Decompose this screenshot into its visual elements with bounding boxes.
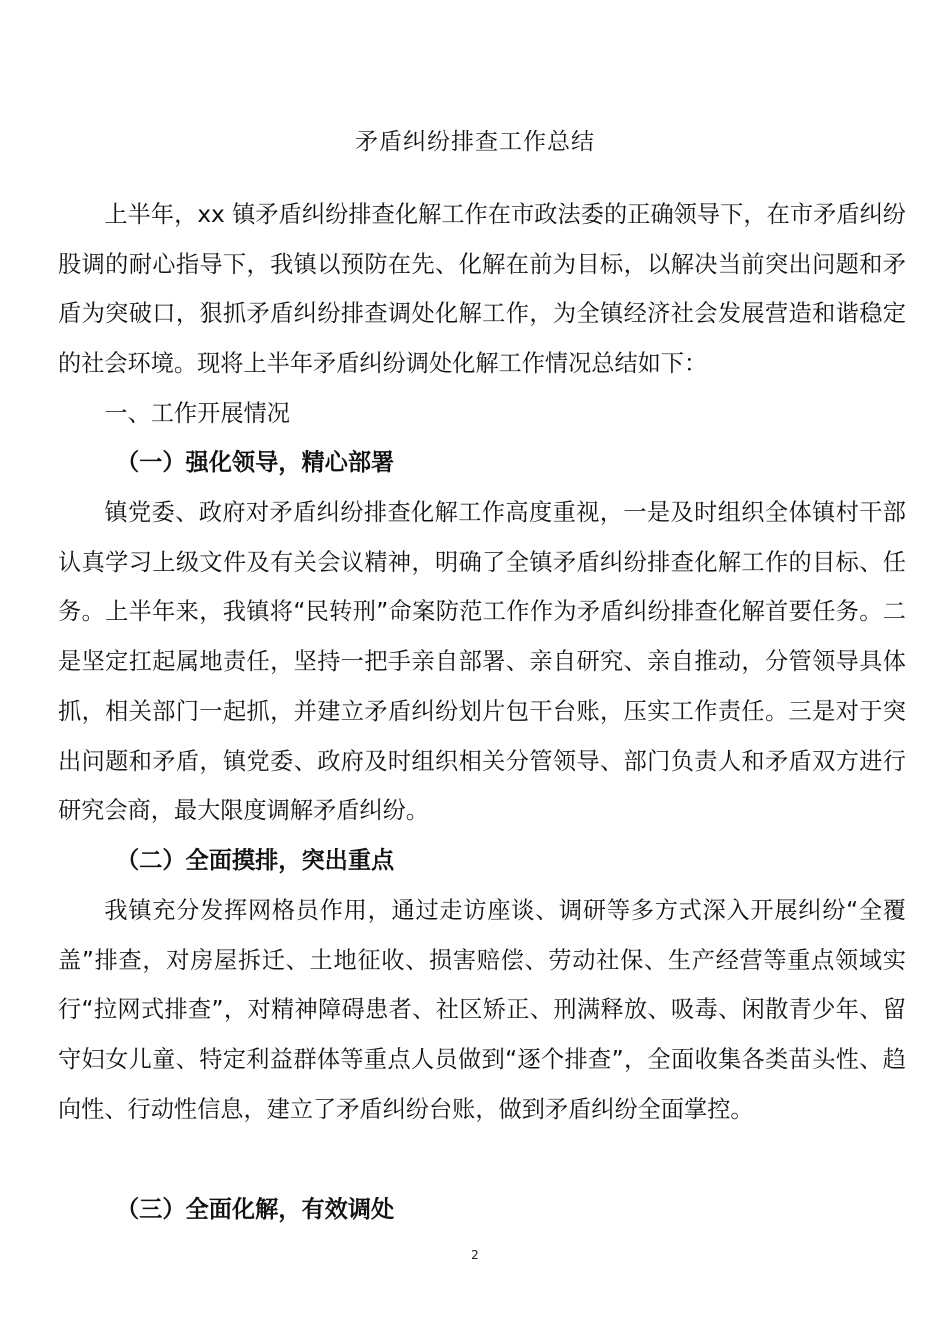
leadership-paragraph: 镇党委、政府对矛盾纠纷排查化解工作高度重视，一是及时组织全体镇村干部认真学习上级文件及有关会议精神，明确了全镇矛盾纠纷排查化解工作的目标、任务。上半年来，我镇将“民转刑”命案防范工作作为矛盾纠纷排查化解首要任务。二是坚定扛起属地责任，坚持一把手亲自部署、亲自研究、亲自推动，分管领导具体抓，相关部门一起抓，并建立矛盾纠纷划片包干台账，压实工作责任。三是对于突出问题和矛盾，镇党委、政府及时组织相关分管领导、部门负责人和矛盾双方进行研究会商，最大限度调解矛盾纠纷。 (58, 499, 906, 825)
section-heading-work-status: 一、工作开展情况 (104, 400, 290, 427)
subheading-resolution: （三）全面化解，有效调处 (116, 1196, 395, 1223)
document-title: 矛盾纠纷排查工作总结 (355, 129, 595, 155)
subheading-leadership: （一）强化领导，精心部署 (116, 449, 395, 476)
subheading-investigation: （二）全面摸排，突出重点 (116, 847, 395, 874)
page-number: 2 (471, 1248, 479, 1262)
investigation-paragraph: 我镇充分发挥网格员作用，通过走访座谈、调研等多方式深入开展纠纷“全覆盖”排查，对房屋拆迁、土地征收、损害赔偿、劳动社保、生产经营等重点领域实行“拉网式排查”，对精神障碍患者、社区矫正、刑满释放、吸毒、闲散青少年、留守妇女儿童、特定利益群体等重点人员做到“逐个排查”，全面收集各类苗头性、趋向性、行动性信息，建立了矛盾纠纷台账，做到矛盾纠纷全面掌控。 (58, 897, 906, 1123)
intro-paragraph: 上半年，xx 镇矛盾纠纷排查化解工作在市政法委的正确领导下，在市矛盾纠纷股调的耐心指导下，我镇以预防在先、化解在前为目标，以解决当前突出问题和矛盾为突破口，狠抓矛盾纠纷排查调处化解工作，为全镇经济社会发展营造和谐稳定的社会环境。现将上半年矛盾纠纷调处化解工作情况总结如下： (58, 201, 906, 378)
